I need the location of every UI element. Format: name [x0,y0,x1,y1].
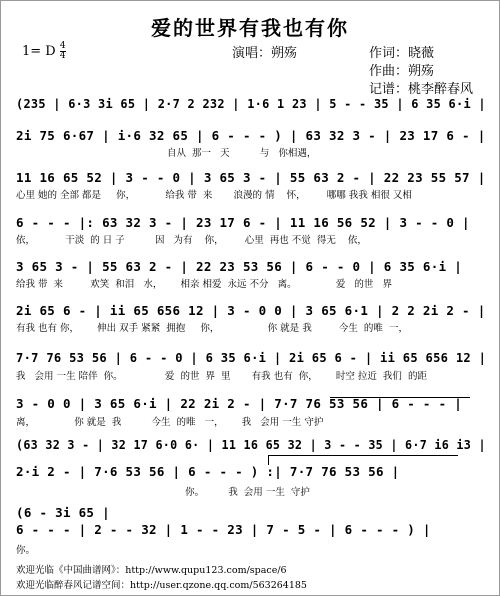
key-label: 1= D [22,44,56,59]
time-signature [60,42,66,61]
lyric-line-8: 离， 你 就是 我 今生 的唯 一， 我 会用 一生 守护 [16,417,324,428]
lyric-line-7: 我 会用 一生 陪伴 你。 爱 的世 界 里 有我 也有 你， 时空 拉近 我们 的距 [16,371,427,382]
transcriber-credit: 记谱：桃李醉春风 [369,82,474,97]
notation-line-2: 2i 75 6·67 | i·6 32 65 | 6 - - - ) | 63 32 3 - | 23 17 6 - | [16,128,486,143]
footer-link-2: 欢迎光临醉春风记谱空间：http://user.qzone.qq.com/563264185 [16,580,307,591]
notation-line-4: 6 - - - |: 63 32 3 - | 23 17 6 - | 11 16 56 52 | 3 - - 0 | [16,215,470,230]
lyric-line-6: 有我 也有 你， 伸出 双手 紧紧 拥抱 你， 你 就是 我 今生 的唯 一， [16,323,408,334]
volta-bracket-1 [268,455,458,456]
time-signature-bottom: 4 [59,51,66,61]
footer-link-1: 欢迎光临《中国曲谱网》：http://www.qupu123.com/space/6 [16,565,287,576]
lyric-line-12: 你。 [16,545,36,556]
key-signature [22,42,66,61]
lyric-line-10: 你。 我 会用 一生 守护 [16,487,310,498]
notation-line-3: 11 16 65 52 | 3 - - 0 | 3 65 3 - | 55 63 2 - | 22 23 55 57 | [16,170,486,185]
volta-bracket-2 [330,397,470,398]
notation-line-11: (6 - 3i 65 | [16,505,110,520]
singer-credit: 演唱：朔殇 [232,46,298,61]
lyric-line-5: 给我 带 来 欢笑 和泪 水， 相亲 相爱 永远 不分 离。 爱 的世 界 [16,279,392,290]
notation-line-9: (63 32 3 - | 32 17 6·0 6· | 11 16 65 32 | 3 - - 35 | 6·7 i6 i3 | [16,437,486,452]
notation-line-10: 2·i 2 - | 7·6 53 56 | 6 - - - ) :| 7·7 76 53 56 | [16,464,400,479]
composer-credit: 作曲：朔殇 [369,64,435,79]
notation-line-6: 2i 65 6 - | ii 65 656 12 | 3 - 0 0 | 3 65 6·1 | 2 2 2i 2 - | [16,303,486,318]
notation-line-5: 3 65 3 - | 55 63 2 - | 22 23 53 56 | 6 - - 0 | 6 35 6·i | [16,259,463,274]
volta-bracket-1-left [268,455,269,465]
lyric-line-3: 心里 她的 全部 都是 你， 给我 带 来 浪漫的 情 怀， 哪哪 我我 相很 又相 [16,190,412,201]
lyric-line-4: 依， 干淡 的 日 子 因 为有 你， 心里 再也 不觉 得无 依， [16,235,367,246]
notation-line-8: 3 - 0 0 | 3 65 6·i | 22 2i 2 - | 7·7 76 53 56 | 6 - - - | [16,396,463,411]
notation-line-12: 6 - - - | 2 - - 32 | 1 - - 23 | 7 - 5 - | 6 - - - ) | [16,522,431,537]
notation-line-1: (235 | 6·3 3i 65 | 2·7 2 232 | 1·6 1 23 | 5 - - 35 | 6 35 6·i | [16,96,486,111]
lyric-line-2: 自从 那一 天 与 你相遇， [16,148,317,159]
lyricist-credit: 作词：晓薇 [369,46,435,61]
notation-line-7: 7·7 76 53 56 | 6 - - 0 | 6 35 6·i | 2i 65 6 - | ii 65 656 12 | [16,350,487,365]
time-signature-top: 4 [59,41,66,51]
song-title: 爱的世界有我也有你 [151,16,349,40]
